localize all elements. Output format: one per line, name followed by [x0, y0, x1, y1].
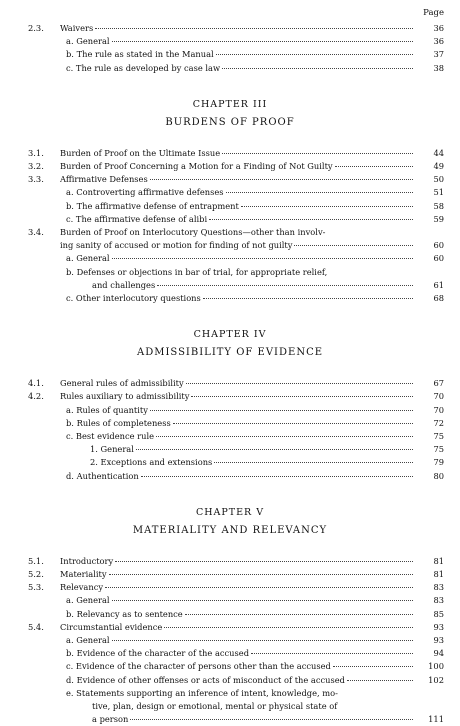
entry-title: Materiality [60, 569, 107, 579]
toc-entry [0, 456, 460, 469]
toc-entry [0, 173, 460, 186]
entry-title: Waivers [60, 23, 94, 33]
toc-entry [0, 430, 460, 443]
page-number: 59 [433, 213, 444, 224]
dot-leader [186, 383, 413, 384]
toc-entry [0, 700, 460, 713]
page-number: 60 [433, 240, 444, 251]
entry-title: a. General [66, 253, 110, 264]
page-number: 70 [433, 404, 444, 415]
section-number: 3.3. [28, 174, 44, 185]
section-number: 4.1. [28, 378, 44, 389]
toc-entry [0, 687, 460, 700]
section-number: 5.3. [28, 582, 44, 593]
section-number: 5.2. [28, 569, 44, 579]
dot-leader [105, 587, 413, 588]
toc-entry [0, 226, 460, 239]
page-number: 81 [433, 555, 444, 566]
dot-leader [294, 245, 413, 246]
page-number: 50 [433, 174, 444, 185]
page-number: 49 [433, 161, 444, 171]
toc-entry [0, 555, 460, 568]
toc-entry [0, 147, 460, 160]
entry-title: b. Evidence of the character of the accused [66, 648, 250, 659]
page-number: 93 [433, 635, 444, 645]
dot-leader [226, 192, 413, 193]
entry-title: a. Controverting affirmative defenses [66, 187, 224, 198]
page-number: 36 [433, 36, 444, 47]
dot-leader [150, 179, 413, 180]
entry-title: c. Other interlocutory questions [66, 293, 201, 303]
entry-title: General rules of admissibility [60, 378, 184, 389]
page-number: 67 [433, 378, 444, 389]
toc-entry [0, 35, 460, 48]
toc-entry [0, 568, 460, 581]
entry-title: c. Best evidence rule [66, 431, 155, 441]
dot-leader [112, 600, 413, 601]
toc-entry [0, 377, 460, 390]
dot-leader [251, 653, 413, 654]
dot-leader [209, 219, 413, 220]
dot-leader [222, 153, 413, 154]
toc-entry [0, 647, 460, 660]
entry-title: a. General [66, 36, 110, 47]
toc-entry [0, 239, 460, 252]
entry-title: b. The rule as stated in the Manual [66, 49, 214, 60]
entry-title: e. Statements supporting an inference of intent, knowledge, mo- [66, 687, 338, 698]
chapter-heading: CHAPTER III [192, 98, 268, 110]
dot-leader [222, 68, 413, 69]
dot-leader [136, 449, 413, 450]
dot-leader [216, 54, 413, 55]
chapter-heading: CHAPTER IV [193, 329, 267, 341]
chapter-heading: CHAPTER V [195, 506, 265, 518]
toc-entry [0, 213, 460, 226]
page-number: 100 [428, 661, 444, 672]
page-number: 38 [433, 62, 444, 73]
entry-title: Circumstantial evidence [60, 621, 163, 632]
entry-title: Burden of Proof Concerning a Motion for a Finding of Not Guilty [60, 161, 333, 171]
page-number: 79 [433, 457, 444, 468]
entry-title: 2. Exceptions and extensions [90, 457, 213, 468]
toc-entry [0, 48, 460, 61]
toc-entry [0, 581, 460, 594]
entry-title: b. Relevancy as to sentence [66, 608, 183, 619]
dot-leader [115, 561, 413, 562]
dot-leader [191, 396, 413, 397]
toc-entry [0, 713, 460, 726]
page-number: 83 [433, 595, 444, 606]
entry-title: c. The rule as developed by case law [66, 62, 221, 73]
section-number: 3.2. [28, 161, 44, 171]
toc-entry [0, 621, 460, 634]
dot-leader [173, 423, 413, 424]
entry-title: ing sanity of accused or motion for finding of not guilty [60, 240, 293, 251]
toc-entry [0, 660, 460, 673]
page-number: 85 [433, 608, 444, 619]
toc-entry [0, 279, 460, 292]
page-number: 44 [433, 147, 444, 158]
section-number: 3.4. [28, 227, 44, 237]
page-number: 80 [433, 470, 444, 481]
entry-title: d. Evidence of other offenses or acts of misconduct of the accused [66, 674, 345, 685]
page-number: 83 [433, 582, 444, 593]
chapter-title: BURDENS OF PROOF [165, 116, 295, 128]
entry-title: a person [92, 714, 129, 725]
entry-title: c. Evidence of the character of persons other than the accused [66, 661, 331, 672]
toc-entry [0, 292, 460, 305]
section-number: 5.4. [28, 621, 44, 632]
entry-title: Rules auxiliary to admissibility [60, 391, 190, 402]
toc-entry [0, 674, 460, 687]
page-number: 37 [433, 49, 444, 60]
page-column-header: Page [423, 8, 444, 18]
page-number: 60 [433, 253, 444, 264]
entry-title: a. General [66, 635, 110, 645]
page-number: 75 [433, 431, 444, 441]
page-number: 61 [433, 279, 444, 290]
dot-leader [164, 627, 413, 628]
toc-entry [0, 470, 460, 483]
toc-entry [0, 186, 460, 199]
toc-entry [0, 594, 460, 607]
entry-title: b. The affirmative defense of entrapment [66, 200, 239, 211]
dot-leader [156, 436, 413, 437]
entry-title: b. Defenses or objections in bar of trial, for appropriate relief, [66, 266, 328, 277]
dot-leader [112, 41, 413, 42]
dot-leader [203, 298, 413, 299]
toc-entry [0, 390, 460, 403]
entry-title: 1. General [90, 444, 134, 455]
dot-leader [150, 410, 413, 411]
page-number: 51 [433, 187, 444, 198]
dot-leader [109, 574, 413, 575]
page-number: 36 [433, 23, 444, 33]
toc-entry [0, 200, 460, 213]
entry-title: a. Rules of quantity [66, 404, 148, 415]
page-number: 111 [428, 714, 444, 725]
page-number: 68 [433, 293, 444, 303]
page-number: 81 [433, 569, 444, 579]
dot-leader [112, 640, 413, 641]
page-number: 72 [433, 417, 444, 428]
chapter-title: ADMISSIBILITY OF EVIDENCE [136, 347, 324, 359]
dot-leader [335, 166, 413, 167]
toc-entry [0, 252, 460, 265]
entry-title: c. The affirmative defense of alibi [66, 213, 208, 224]
page-number: 93 [433, 621, 444, 632]
page-number: 75 [433, 444, 444, 455]
dot-leader [214, 462, 413, 463]
toc-entry [0, 443, 460, 456]
toc-entry [0, 634, 460, 647]
entry-title: Burden of Proof on the Ultimate Issue [60, 147, 221, 158]
entry-title: tive, plan, design or emotional, mental or physical state of [92, 701, 338, 711]
entry-title: Affirmative Defenses [60, 174, 148, 185]
toc-entry [0, 404, 460, 417]
entry-title: b. Rules of completeness [66, 417, 171, 428]
page-number: 94 [433, 648, 444, 659]
entry-title: Burden of Proof on Interlocutory Questions—other than involv- [60, 227, 326, 237]
entry-title: and challenges [92, 279, 156, 290]
toc-entry [0, 608, 460, 621]
dot-leader [347, 680, 413, 681]
section-number: 5.1. [28, 555, 44, 566]
entry-title: Introductory [60, 555, 114, 566]
dot-leader [130, 719, 413, 720]
toc-entry [0, 160, 460, 173]
dot-leader [112, 258, 413, 259]
dot-leader [185, 614, 413, 615]
page-number: 58 [433, 200, 444, 211]
entry-title: a. General [66, 595, 110, 606]
page-number: 70 [433, 391, 444, 402]
dot-leader [95, 28, 413, 29]
chapter-title: MATERIALITY AND RELEVANCY [132, 524, 328, 536]
page-number: 102 [428, 674, 444, 685]
section-number: 4.2. [28, 391, 44, 402]
entry-title: Relevancy [60, 582, 104, 593]
toc-entry [0, 417, 460, 430]
section-number: 3.1. [28, 147, 44, 158]
dot-leader [141, 476, 413, 477]
toc-entry [0, 22, 460, 35]
entry-title: d. Authentication [66, 470, 139, 481]
toc-entry [0, 266, 460, 279]
dot-leader [333, 666, 413, 667]
dot-leader [157, 285, 413, 286]
section-number: 2.3. [28, 23, 44, 33]
dot-leader [241, 206, 413, 207]
toc-entry [0, 62, 460, 75]
